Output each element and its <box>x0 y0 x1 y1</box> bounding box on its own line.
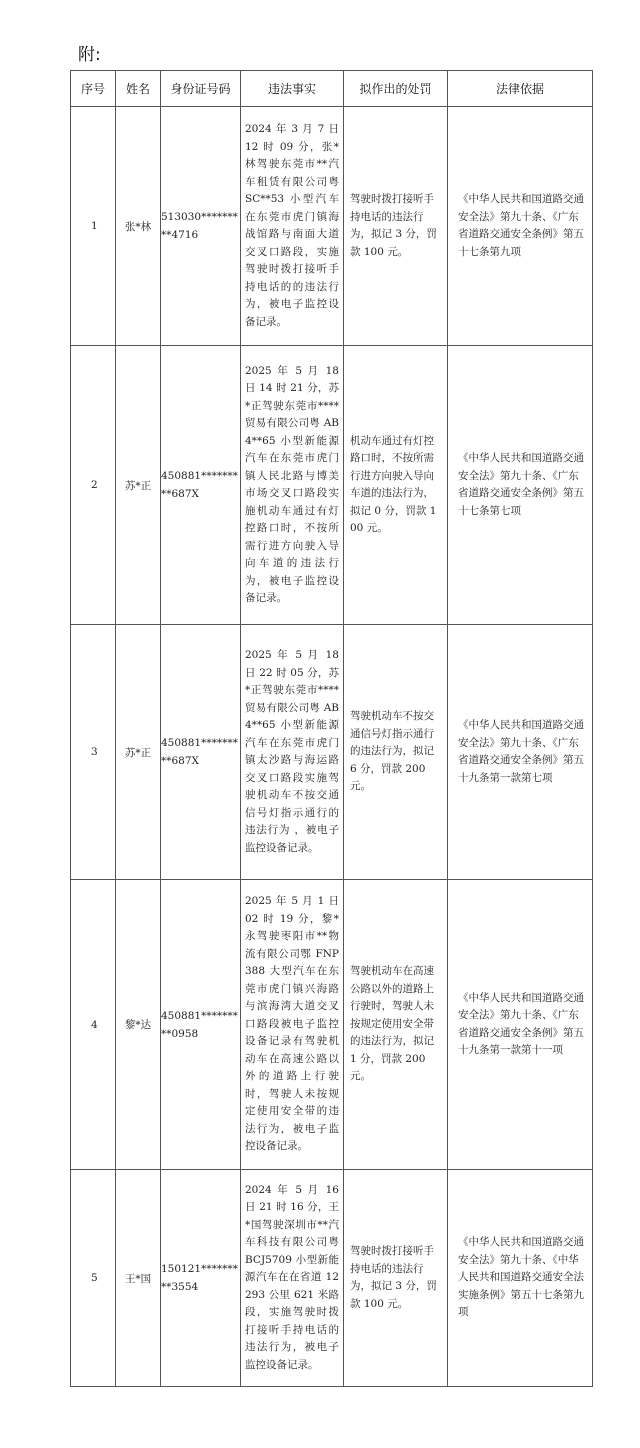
violation-fact-cell: 2025 年 5 月 18 日 22 时 05 分，苏*正驾驶东莞市****贸易有限公司粤 AB4**65 小型新能源汽车在东莞市虎门镇太沙路与海运路交叉口路段实施驾驶机动车不按交通信号灯指示通行的违法行为 ，被电子监控设备记录。 <box>241 625 344 880</box>
header-proposed-penalty: 拟作出的处罚 <box>344 71 448 107</box>
header-legal-basis: 法律依据 <box>448 71 593 107</box>
row-number: 5 <box>91 1272 98 1284</box>
table-row <box>71 107 593 346</box>
row-number-cell <box>71 625 116 880</box>
penalty-cell: 驾驶时拨打接听手持电话的违法行为，拟记 3 分，罚款 100 元。 <box>344 1170 448 1387</box>
legal-basis-cell: 《中华人民共和国道路交通安全法》第九十条、《广东省道路交通安全条例》第五十七条第九项 <box>448 107 593 346</box>
penalty-table <box>70 70 593 1387</box>
name-cell: 张*林 <box>116 107 161 346</box>
row-number-cell <box>71 1170 116 1387</box>
legal-basis-cell: 《中华人民共和国道路交通安全法》第九十条、《广东省道路交通安全条例》第五十九条第一款第十一项 <box>448 880 593 1170</box>
table-header-row <box>71 71 593 107</box>
penalty-cell: 驾驶机动车不按交通信号灯指示通行的违法行为，拟记 6 分，罚款 200 元。 <box>344 625 448 880</box>
row-number-cell <box>71 346 116 625</box>
violation-fact-cell: 2025 年 5 月 18 日 14 时 21 分，苏*正驾驶东莞市****贸易有限公司粤 AB4**65 小型新能源汽车在东莞市虎门镇人民北路与博美市场交叉口路段实施机动车通过有灯控路口时，不按所需行进方向驶入导向车道的违法行为，被电子监控设备记录。 <box>241 346 344 625</box>
id-number-cell: 450881*********0958 <box>161 880 241 1170</box>
row-number: 1 <box>91 220 98 232</box>
header-violation-facts: 违法事实 <box>241 71 344 107</box>
penalty-cell: 驾驶机动车在高速公路以外的道路上行驶时，驾驶人未按规定使用安全带的违法行为，拟记 1 分，罚款 200 元。 <box>344 880 448 1170</box>
penalty-cell: 驾驶时拨打接听手持电话的违法行为，拟记 3 分，罚款 100 元。 <box>344 107 448 346</box>
id-number-cell: 450881*********687X <box>161 625 241 880</box>
legal-basis-cell: 《中华人民共和国道路交通安全法》第九十条、《广东省道路交通安全条例》第五十九条第一款第七项 <box>448 625 593 880</box>
row-number: 4 <box>91 1018 98 1031</box>
id-number-cell: 513030*********4716 <box>161 107 241 346</box>
violation-fact-cell: 2024 年 5 月 16 日 21 时 16 分，王*国驾驶深圳市**汽车科技有限公司粤 BCJ5709 小型新能源汽车在在省道 12293 公里 621 米路段，实施驾驶时拨打接听手持电话的违法行为，被电子监控设备记录。 <box>241 1170 344 1387</box>
legal-basis-cell: 《中华人民共和国道路交通安全法》第九十条、《中华人民共和国道路交通安全法实施条例》第五十七条第九项 <box>448 1170 593 1387</box>
name-cell: 苏*正 <box>116 625 161 880</box>
header-id-number: 身份证号码 <box>161 71 241 107</box>
table-row <box>71 346 593 625</box>
row-number-cell <box>71 880 116 1170</box>
table-row <box>71 880 593 1170</box>
violation-fact-cell: 2024 年 3 月 7 日 12 时 09 分，张*林驾驶东莞市**汽车租赁有限公司粤 SC**53 小型汽车在东莞市虎门镇海战馆路与南面大道交叉口路段，实施驾驶时拨打接听手持电话的的违法行为，被电子监控设备记录。 <box>241 107 344 346</box>
table-row <box>71 1170 593 1387</box>
table-row <box>71 625 593 880</box>
row-number-cell <box>71 107 116 346</box>
name-cell: 黎*达 <box>116 880 161 1170</box>
id-number-cell: 150121*********3554 <box>161 1170 241 1387</box>
attachment-label: 附: <box>78 45 101 65</box>
name-cell: 王*国 <box>116 1170 161 1387</box>
id-number-cell: 450881*********687X <box>161 346 241 625</box>
violation-fact-cell: 2025 年 5 月 1 日 02 时 19 分，黎*永驾驶枣阳市**物流有限公司鄂 FNP388 大型汽车在东莞市虎门镇兴海路与滨海湾大道交叉口路段被电子监控设备记录有驾驶机动车在高速公路以外的道路上行驶时，驾驶人未按规定使用安全带的违法行为，被电子监控设备记录。 <box>241 880 344 1170</box>
row-number: 2 <box>91 479 98 491</box>
name-cell: 苏*正 <box>116 346 161 625</box>
legal-basis-cell: 《中华人民共和国道路交通安全法》第九十条、《广东省道路交通安全条例》第五十七条第七项 <box>448 346 593 625</box>
header-no: 序号 <box>71 71 116 107</box>
penalty-cell: 机动车通过有灯控路口时，不按所需行进方向驶入导向车道的违法行为，拟记 0 分，罚款 100 元。 <box>344 346 448 625</box>
header-name: 姓名 <box>116 71 161 107</box>
row-number: 3 <box>91 746 98 758</box>
